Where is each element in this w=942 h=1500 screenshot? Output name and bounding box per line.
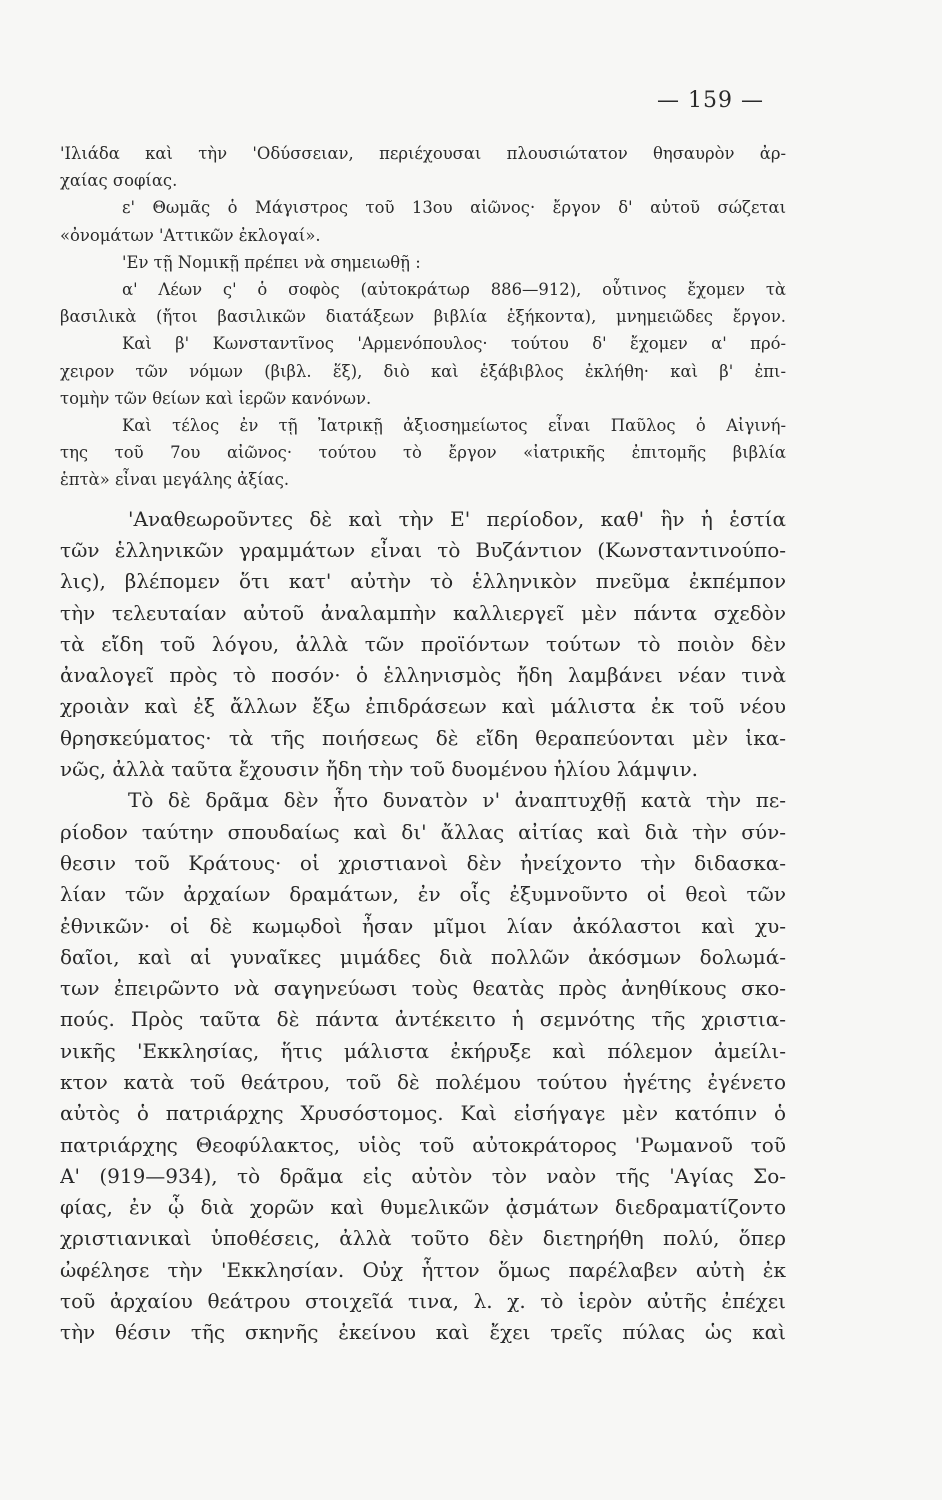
text-line: α' Λέων ς' ὁ σοφὸς (αὐτοκράτωρ 886—912), οὗτινος ἔχομεν τὰ (122, 280, 786, 300)
text-line: 'Αναθεωροῦντες δὲ καὶ τὴν Ε' περίοδον, καθ' ἣν ἡ ἑστία (128, 506, 786, 531)
text-line: χειρον τῶν νόμων (βιβλ. ἕξ), διὸ καὶ ἑξάβιβλος ἐκλήθη· καὶ β' ἐπι- (60, 361, 786, 381)
text-line: θρησκεύματος· τὰ τῆς ποιήσεως δὲ εἴδη θεραπεύονται μὲν ἱκα- (60, 725, 786, 750)
paragraph-iatriki (60, 412, 786, 494)
text-line: βασιλικὰ (ἤτοι βασιλικῶν διατάξεων βιβλία ἑξήκοντα), μνημειῶδες ἔργον. (60, 307, 786, 327)
paragraph-leon (60, 276, 786, 330)
text-line: ἀναλογεῖ πρὸς τὸ ποσόν· ὁ ἑλληνισμὸς ἤδη λαμβάνει νέαν τινὰ (60, 663, 786, 688)
text-line: νικῆς 'Εκκλησίας, ἥτις μάλιστα ἐκήρυξε καὶ πόλεμον ἀμείλι- (60, 1038, 786, 1063)
text-line: ἑπτὰ» εἶναι μεγάλης ἀξίας. (60, 470, 290, 490)
text-line: 'Ιλιάδα καὶ τὴν 'Οδύσσειαν, περιέχουσαι πλουσιώτατον θησαυρὸν ἀρ- (60, 144, 786, 163)
text-line: κτον κατὰ τοῦ θεάτρου, τοῦ δὲ πολέμου τούτου ἡγέτης ἐγένετο (60, 1069, 786, 1094)
paragraph-iliad-continuation (60, 140, 786, 194)
text-line: πατριάρχης Θεοφύλακτος, υἱὸς τοῦ αὐτοκράτορος 'Ρωμανοῦ τοῦ (60, 1132, 786, 1157)
text-line: τομὴν τῶν θείων καὶ ἱερῶν κανόνων. (60, 388, 372, 408)
paragraph-nomiki-heading (60, 249, 786, 276)
text-line: Τὸ δὲ δρᾶμα δὲν ἦτο δυνατὸν ν' ἀναπτυχθῇ κατὰ τὴν πε- (128, 788, 786, 813)
text-line: 'Εν τῇ Νομικῇ πρέπει νὰ σημειωθῇ : (122, 252, 421, 272)
text-line: ἐθνικῶν· οἱ δὲ κωμῳδοὶ ἦσαν μῖμοι λίαν ἀκόλαστοι καὶ χυ- (60, 913, 786, 938)
text-line: πούς. Πρὸς ταῦτα δὲ πάντα ἀντέκειτο ἡ σεμνότης τῆς χριστια- (60, 1007, 786, 1032)
text-line: φίας, ἐν ᾧ διὰ χορῶν καὶ θυμελικῶν ᾀσμάτων διεδραματίζοντο (60, 1195, 786, 1220)
text-line: Α' (919—934), τὸ δρᾶμα εἰς αὐτὸν τὸν ναὸν τῆς 'Αγίας Σο- (60, 1163, 786, 1188)
paragraph-drama (60, 785, 786, 1348)
text-line: Καὶ τέλος ἐν τῇ Ἰατρικῇ ἀξιοσημείωτος εἶναι Παῦλος ὁ Αἰγινή- (122, 416, 786, 436)
paragraph-period-e (60, 504, 786, 786)
text-line: τοῦ ἀρχαίου θεάτρου στοιχεῖά τινα, λ. χ. τὸ ἱερὸν αὐτῆς ἐπέχει (60, 1289, 786, 1314)
text-line: ε' Θωμᾶς ὁ Μάγιστρος τοῦ 13ου αἰῶνος· ἔργον δ' αὐτοῦ σώζεται (122, 198, 786, 218)
text-line: νῶς, ἀλλὰ ταῦτα ἔχουσιν ἤδη τὴν τοῦ δυομένου ἡλίου λάμψιν. (60, 757, 698, 782)
text-line: θεσιν τοῦ Κράτους· οἱ χριστιανοὶ δὲν ἠνείχοντο τὴν διδασκα- (60, 850, 786, 875)
text-line: της τοῦ 7ου αἰῶνος· τούτου τὸ ἔργον «ἰατρικῆς ἐπιτομῆς βιβλία (60, 443, 786, 463)
text-line: λίαν τῶν ἀρχαίων δραμάτων, ἐν οἷς ἐξυμνοῦντο οἱ θεοὶ τῶν (60, 882, 786, 907)
paragraph-armenopoulos (60, 330, 786, 412)
text-line: λις), βλέπομεν ὅτι κατ' αὐτὴν τὸ ἑλληνικὸν πνεῦμα ἐκπέμπον (60, 569, 786, 594)
text-line: δαῖοι, καὶ αἱ γυναῖκες μιμάδες διὰ πολλῶν ἀκόσμων δολωμά- (60, 944, 786, 969)
text-line: χαίας σοφίας. (60, 171, 178, 191)
text-line: τῶν ἑλληνικῶν γραμμάτων εἶναι τὸ Βυζάντιον (Κωνσταντινούπο- (60, 537, 786, 562)
text-line: «ὀνομάτων 'Αττικῶν ἐκλογαί». (60, 225, 321, 245)
page-number: — 159 — (657, 88, 764, 113)
text-line: τὴν τελευταίαν αὐτοῦ ἀναλαμπὴν καλλιεργεῖ μὲν πάντα σχεδὸν (60, 600, 786, 625)
text-line: χροιὰν καὶ ἐξ ἄλλων ἔξω ἐπιδράσεων καὶ μάλιστα ἐκ τοῦ νέου (60, 694, 786, 719)
text-line: ὠφέλησε τὴν 'Εκκλησίαν. Οὐχ ἧττον ὅμως παρέλαβεν αὐτὴ ἐκ (60, 1257, 786, 1282)
text-line: αὐτὸς ὁ πατριάρχης Χρυσόστομος. Καὶ εἰσήγαγε μὲν κατόπιν ὁ (60, 1101, 786, 1126)
page-text (60, 140, 786, 1349)
paragraph-thomas-magistros (60, 194, 786, 248)
text-line: ρίοδον ταύτην σπουδαίως καὶ δι' ἄλλας αἰτίας καὶ διὰ τὴν σύν- (60, 819, 786, 844)
text-line: τὴν θέσιν τῆς σκηνῆς ἐκείνου καὶ ἔχει τρεῖς πύλας ὡς καὶ (60, 1320, 786, 1345)
text-line: των ἐπειρῶντο νὰ σαγηνεύωσι τοὺς θεατὰς πρὸς ἀνηθίκους σκο- (60, 976, 786, 1001)
text-line: τὰ εἴδη τοῦ λόγου, ἀλλὰ τῶν προϊόντων τούτων τὸ ποιὸν δὲν (60, 631, 786, 656)
text-line: Καὶ β' Κωνσταντῖνος 'Αρμενόπουλος· τούτου δ' ἔχομεν α' πρό- (122, 334, 786, 354)
text-line: χριστιανικαὶ ὑποθέσεις, ἀλλὰ τοῦτο δὲν διετηρήθη πολύ, ὅπερ (60, 1226, 786, 1251)
